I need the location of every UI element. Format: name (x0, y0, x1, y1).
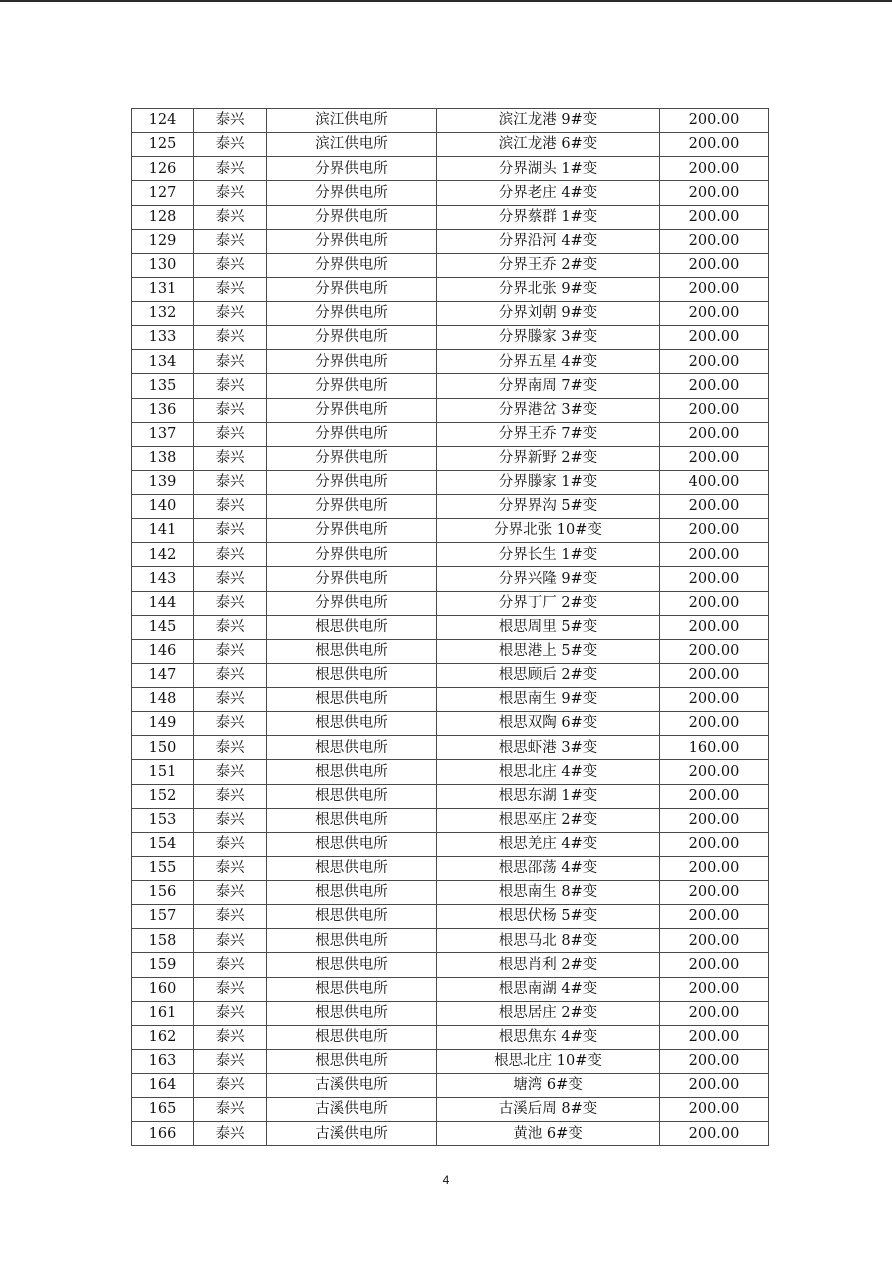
table-row (132, 736, 769, 760)
station-cell: 分界供电所 (267, 398, 437, 422)
transformer-name-cell: 根思港上 5#变 (437, 639, 660, 663)
station-cell: 根思供电所 (267, 808, 437, 832)
capacity-cell: 200.00 (660, 1074, 769, 1098)
capacity-cell: 200.00 (660, 688, 769, 712)
page-number: 4 (442, 1173, 450, 1187)
table-row (132, 229, 769, 253)
transformer-name-cell: 根思顾后 2#变 (437, 663, 660, 687)
row-number-cell: 155 (132, 856, 194, 880)
table-row (132, 881, 769, 905)
transformer-name-cell: 根思周里 5#变 (437, 615, 660, 639)
capacity-cell: 200.00 (660, 302, 769, 326)
table-row (132, 1098, 769, 1122)
table-row (132, 519, 769, 543)
city-cell: 泰兴 (194, 519, 267, 543)
city-cell: 泰兴 (194, 1122, 267, 1146)
table-row (132, 326, 769, 350)
table-row (132, 1122, 769, 1146)
station-cell: 根思供电所 (267, 881, 437, 905)
capacity-cell: 200.00 (660, 253, 769, 277)
transformer-name-cell: 分界北张 9#变 (437, 277, 660, 301)
row-number-cell: 136 (132, 398, 194, 422)
station-cell: 根思供电所 (267, 615, 437, 639)
station-cell: 分界供电所 (267, 157, 437, 181)
station-cell: 分界供电所 (267, 205, 437, 229)
transformer-name-cell: 分界长生 1#变 (437, 543, 660, 567)
transformer-name-cell: 根思邵荡 4#变 (437, 856, 660, 880)
capacity-cell: 200.00 (660, 639, 769, 663)
table-row (132, 712, 769, 736)
station-cell: 根思供电所 (267, 784, 437, 808)
city-cell: 泰兴 (194, 422, 267, 446)
capacity-cell: 400.00 (660, 470, 769, 494)
capacity-cell: 200.00 (660, 181, 769, 205)
capacity-cell: 200.00 (660, 615, 769, 639)
table-row (132, 567, 769, 591)
station-cell: 分界供电所 (267, 181, 437, 205)
station-cell: 根思供电所 (267, 760, 437, 784)
table-row (132, 929, 769, 953)
top-border-line (0, 0, 892, 2)
row-number-cell: 128 (132, 205, 194, 229)
station-cell: 根思供电所 (267, 1049, 437, 1073)
capacity-cell: 200.00 (660, 1049, 769, 1073)
table-row (132, 205, 769, 229)
station-cell: 根思供电所 (267, 953, 437, 977)
table-row (132, 1001, 769, 1025)
city-cell: 泰兴 (194, 663, 267, 687)
city-cell: 泰兴 (194, 832, 267, 856)
row-number-cell: 163 (132, 1049, 194, 1073)
row-number-cell: 166 (132, 1122, 194, 1146)
transformer-name-cell: 根思伏杨 5#变 (437, 905, 660, 929)
row-number-cell: 127 (132, 181, 194, 205)
transformer-name-cell: 分界丁厂 2#变 (437, 591, 660, 615)
transformer-name-cell: 分界五星 4#变 (437, 350, 660, 374)
station-cell: 分界供电所 (267, 374, 437, 398)
transformer-name-cell: 根思北庄 4#变 (437, 760, 660, 784)
station-cell: 滨江供电所 (267, 133, 437, 157)
table-row (132, 398, 769, 422)
table-row (132, 157, 769, 181)
row-number-cell: 150 (132, 736, 194, 760)
city-cell: 泰兴 (194, 495, 267, 519)
station-cell: 古溪供电所 (267, 1098, 437, 1122)
city-cell: 泰兴 (194, 881, 267, 905)
row-number-cell: 139 (132, 470, 194, 494)
table-row (132, 977, 769, 1001)
table-row (132, 663, 769, 687)
transformer-name-cell: 滨江龙港 6#变 (437, 133, 660, 157)
station-cell: 分界供电所 (267, 519, 437, 543)
capacity-cell: 200.00 (660, 953, 769, 977)
row-number-cell: 124 (132, 109, 194, 133)
station-cell: 分界供电所 (267, 302, 437, 326)
station-cell: 分界供电所 (267, 470, 437, 494)
city-cell: 泰兴 (194, 760, 267, 784)
city-cell: 泰兴 (194, 470, 267, 494)
table-row (132, 760, 769, 784)
capacity-cell: 200.00 (660, 808, 769, 832)
table-row (132, 302, 769, 326)
capacity-cell: 200.00 (660, 567, 769, 591)
row-number-cell: 143 (132, 567, 194, 591)
transformer-name-cell: 分界滕家 3#变 (437, 326, 660, 350)
table-row (132, 181, 769, 205)
row-number-cell: 149 (132, 712, 194, 736)
station-cell: 根思供电所 (267, 929, 437, 953)
row-number-cell: 147 (132, 663, 194, 687)
city-cell: 泰兴 (194, 133, 267, 157)
city-cell: 泰兴 (194, 953, 267, 977)
capacity-cell: 200.00 (660, 977, 769, 1001)
station-cell: 根思供电所 (267, 736, 437, 760)
capacity-cell: 200.00 (660, 881, 769, 905)
city-cell: 泰兴 (194, 109, 267, 133)
row-number-cell: 129 (132, 229, 194, 253)
table-row (132, 905, 769, 929)
city-cell: 泰兴 (194, 1098, 267, 1122)
transformer-name-cell: 分界王乔 2#变 (437, 253, 660, 277)
transformer-name-cell: 分界刘朝 9#变 (437, 302, 660, 326)
transformer-name-cell: 分界兴隆 9#变 (437, 567, 660, 591)
city-cell: 泰兴 (194, 712, 267, 736)
transformer-name-cell: 滨江龙港 9#变 (437, 109, 660, 133)
row-number-cell: 132 (132, 302, 194, 326)
table-row (132, 784, 769, 808)
city-cell: 泰兴 (194, 1001, 267, 1025)
transformer-name-cell: 黄池 6#变 (437, 1122, 660, 1146)
capacity-cell: 200.00 (660, 519, 769, 543)
city-cell: 泰兴 (194, 591, 267, 615)
table-row (132, 639, 769, 663)
table-row (132, 856, 769, 880)
station-cell: 分界供电所 (267, 446, 437, 470)
capacity-cell: 200.00 (660, 784, 769, 808)
transformer-name-cell: 根思南湖 4#变 (437, 977, 660, 1001)
transformer-name-cell: 分界界沟 5#变 (437, 495, 660, 519)
table-row (132, 688, 769, 712)
capacity-cell: 200.00 (660, 856, 769, 880)
city-cell: 泰兴 (194, 929, 267, 953)
row-number-cell: 158 (132, 929, 194, 953)
city-cell: 泰兴 (194, 374, 267, 398)
transformer-table (131, 108, 769, 1146)
table-row (132, 350, 769, 374)
table-row (132, 953, 769, 977)
capacity-cell: 200.00 (660, 1025, 769, 1049)
row-number-cell: 164 (132, 1074, 194, 1098)
station-cell: 根思供电所 (267, 688, 437, 712)
capacity-cell: 160.00 (660, 736, 769, 760)
row-number-cell: 138 (132, 446, 194, 470)
capacity-cell: 200.00 (660, 712, 769, 736)
city-cell: 泰兴 (194, 784, 267, 808)
table-row (132, 832, 769, 856)
city-cell: 泰兴 (194, 326, 267, 350)
transformer-name-cell: 分界港岔 3#变 (437, 398, 660, 422)
capacity-cell: 200.00 (660, 929, 769, 953)
transformer-name-cell: 根思东湖 1#变 (437, 784, 660, 808)
station-cell: 根思供电所 (267, 1001, 437, 1025)
capacity-cell: 200.00 (660, 326, 769, 350)
transformer-name-cell: 根思居庄 2#变 (437, 1001, 660, 1025)
row-number-cell: 145 (132, 615, 194, 639)
city-cell: 泰兴 (194, 253, 267, 277)
row-number-cell: 165 (132, 1098, 194, 1122)
transformer-name-cell: 分界滕家 1#变 (437, 470, 660, 494)
transformer-name-cell: 分界老庄 4#变 (437, 181, 660, 205)
transformer-name-cell: 分界新野 2#变 (437, 446, 660, 470)
transformer-name-cell: 古溪后周 8#变 (437, 1098, 660, 1122)
city-cell: 泰兴 (194, 567, 267, 591)
station-cell: 分界供电所 (267, 326, 437, 350)
station-cell: 分界供电所 (267, 495, 437, 519)
capacity-cell: 200.00 (660, 543, 769, 567)
capacity-cell: 200.00 (660, 495, 769, 519)
row-number-cell: 133 (132, 326, 194, 350)
row-number-cell: 125 (132, 133, 194, 157)
row-number-cell: 135 (132, 374, 194, 398)
row-number-cell: 140 (132, 495, 194, 519)
row-number-cell: 148 (132, 688, 194, 712)
station-cell: 根思供电所 (267, 639, 437, 663)
transformer-name-cell: 分界湖头 1#变 (437, 157, 660, 181)
table-row (132, 808, 769, 832)
table-row (132, 133, 769, 157)
capacity-cell: 200.00 (660, 277, 769, 301)
row-number-cell: 126 (132, 157, 194, 181)
row-number-cell: 159 (132, 953, 194, 977)
city-cell: 泰兴 (194, 905, 267, 929)
transformer-name-cell: 根思巫庄 2#变 (437, 808, 660, 832)
row-number-cell: 156 (132, 881, 194, 905)
city-cell: 泰兴 (194, 350, 267, 374)
city-cell: 泰兴 (194, 856, 267, 880)
row-number-cell: 146 (132, 639, 194, 663)
transformer-name-cell: 分界北张 10#变 (437, 519, 660, 543)
capacity-cell: 200.00 (660, 760, 769, 784)
transformer-name-cell: 根思双陶 6#变 (437, 712, 660, 736)
city-cell: 泰兴 (194, 1074, 267, 1098)
city-cell: 泰兴 (194, 977, 267, 1001)
city-cell: 泰兴 (194, 205, 267, 229)
city-cell: 泰兴 (194, 229, 267, 253)
station-cell: 根思供电所 (267, 712, 437, 736)
city-cell: 泰兴 (194, 181, 267, 205)
city-cell: 泰兴 (194, 543, 267, 567)
transformer-name-cell: 分界沿河 4#变 (437, 229, 660, 253)
station-cell: 分界供电所 (267, 422, 437, 446)
row-number-cell: 141 (132, 519, 194, 543)
station-cell: 根思供电所 (267, 856, 437, 880)
table-row (132, 1025, 769, 1049)
capacity-cell: 200.00 (660, 157, 769, 181)
row-number-cell: 152 (132, 784, 194, 808)
capacity-cell: 200.00 (660, 350, 769, 374)
capacity-cell: 200.00 (660, 374, 769, 398)
table-row (132, 543, 769, 567)
row-number-cell: 144 (132, 591, 194, 615)
table-row (132, 591, 769, 615)
capacity-cell: 200.00 (660, 446, 769, 470)
city-cell: 泰兴 (194, 398, 267, 422)
transformer-name-cell: 根思北庄 10#变 (437, 1049, 660, 1073)
station-cell: 滨江供电所 (267, 109, 437, 133)
transformer-name-cell: 根思马北 8#变 (437, 929, 660, 953)
capacity-cell: 200.00 (660, 905, 769, 929)
table-row (132, 1049, 769, 1073)
row-number-cell: 130 (132, 253, 194, 277)
row-number-cell: 142 (132, 543, 194, 567)
station-cell: 分界供电所 (267, 567, 437, 591)
city-cell: 泰兴 (194, 446, 267, 470)
city-cell: 泰兴 (194, 688, 267, 712)
station-cell: 分界供电所 (267, 229, 437, 253)
capacity-cell: 200.00 (660, 663, 769, 687)
city-cell: 泰兴 (194, 1025, 267, 1049)
row-number-cell: 151 (132, 760, 194, 784)
row-number-cell: 131 (132, 277, 194, 301)
transformer-name-cell: 分界南周 7#变 (437, 374, 660, 398)
station-cell: 古溪供电所 (267, 1074, 437, 1098)
row-number-cell: 161 (132, 1001, 194, 1025)
city-cell: 泰兴 (194, 157, 267, 181)
capacity-cell: 200.00 (660, 422, 769, 446)
table-row (132, 495, 769, 519)
station-cell: 根思供电所 (267, 1025, 437, 1049)
table-row (132, 446, 769, 470)
transformer-name-cell: 根思南生 9#变 (437, 688, 660, 712)
transformer-name-cell: 根思虾港 3#变 (437, 736, 660, 760)
table-row (132, 422, 769, 446)
row-number-cell: 157 (132, 905, 194, 929)
table-row (132, 470, 769, 494)
city-cell: 泰兴 (194, 808, 267, 832)
transformer-name-cell: 分界王乔 7#变 (437, 422, 660, 446)
capacity-cell: 200.00 (660, 1122, 769, 1146)
transformer-name-cell: 分界蔡群 1#变 (437, 205, 660, 229)
station-cell: 分界供电所 (267, 277, 437, 301)
city-cell: 泰兴 (194, 1049, 267, 1073)
capacity-cell: 200.00 (660, 109, 769, 133)
city-cell: 泰兴 (194, 277, 267, 301)
city-cell: 泰兴 (194, 302, 267, 326)
city-cell: 泰兴 (194, 736, 267, 760)
table-body (132, 109, 769, 1146)
table-row (132, 374, 769, 398)
table-row (132, 253, 769, 277)
capacity-cell: 200.00 (660, 832, 769, 856)
capacity-cell: 200.00 (660, 229, 769, 253)
station-cell: 根思供电所 (267, 832, 437, 856)
capacity-cell: 200.00 (660, 1098, 769, 1122)
transformer-name-cell: 根思焦东 4#变 (437, 1025, 660, 1049)
transformer-name-cell: 根思南生 8#变 (437, 881, 660, 905)
capacity-cell: 200.00 (660, 133, 769, 157)
station-cell: 分界供电所 (267, 253, 437, 277)
row-number-cell: 162 (132, 1025, 194, 1049)
station-cell: 根思供电所 (267, 905, 437, 929)
capacity-cell: 200.00 (660, 591, 769, 615)
capacity-cell: 200.00 (660, 205, 769, 229)
transformer-name-cell: 根思肖利 2#变 (437, 953, 660, 977)
station-cell: 分界供电所 (267, 543, 437, 567)
table-row (132, 615, 769, 639)
station-cell: 分界供电所 (267, 350, 437, 374)
row-number-cell: 137 (132, 422, 194, 446)
station-cell: 根思供电所 (267, 663, 437, 687)
station-cell: 古溪供电所 (267, 1122, 437, 1146)
table-row (132, 277, 769, 301)
city-cell: 泰兴 (194, 615, 267, 639)
row-number-cell: 153 (132, 808, 194, 832)
capacity-cell: 200.00 (660, 398, 769, 422)
row-number-cell: 134 (132, 350, 194, 374)
station-cell: 分界供电所 (267, 591, 437, 615)
capacity-cell: 200.00 (660, 1001, 769, 1025)
transformer-name-cell: 塘湾 6#变 (437, 1074, 660, 1098)
row-number-cell: 160 (132, 977, 194, 1001)
transformer-name-cell: 根思羌庄 4#变 (437, 832, 660, 856)
station-cell: 根思供电所 (267, 977, 437, 1001)
city-cell: 泰兴 (194, 639, 267, 663)
row-number-cell: 154 (132, 832, 194, 856)
table-row (132, 109, 769, 133)
table-row (132, 1074, 769, 1098)
